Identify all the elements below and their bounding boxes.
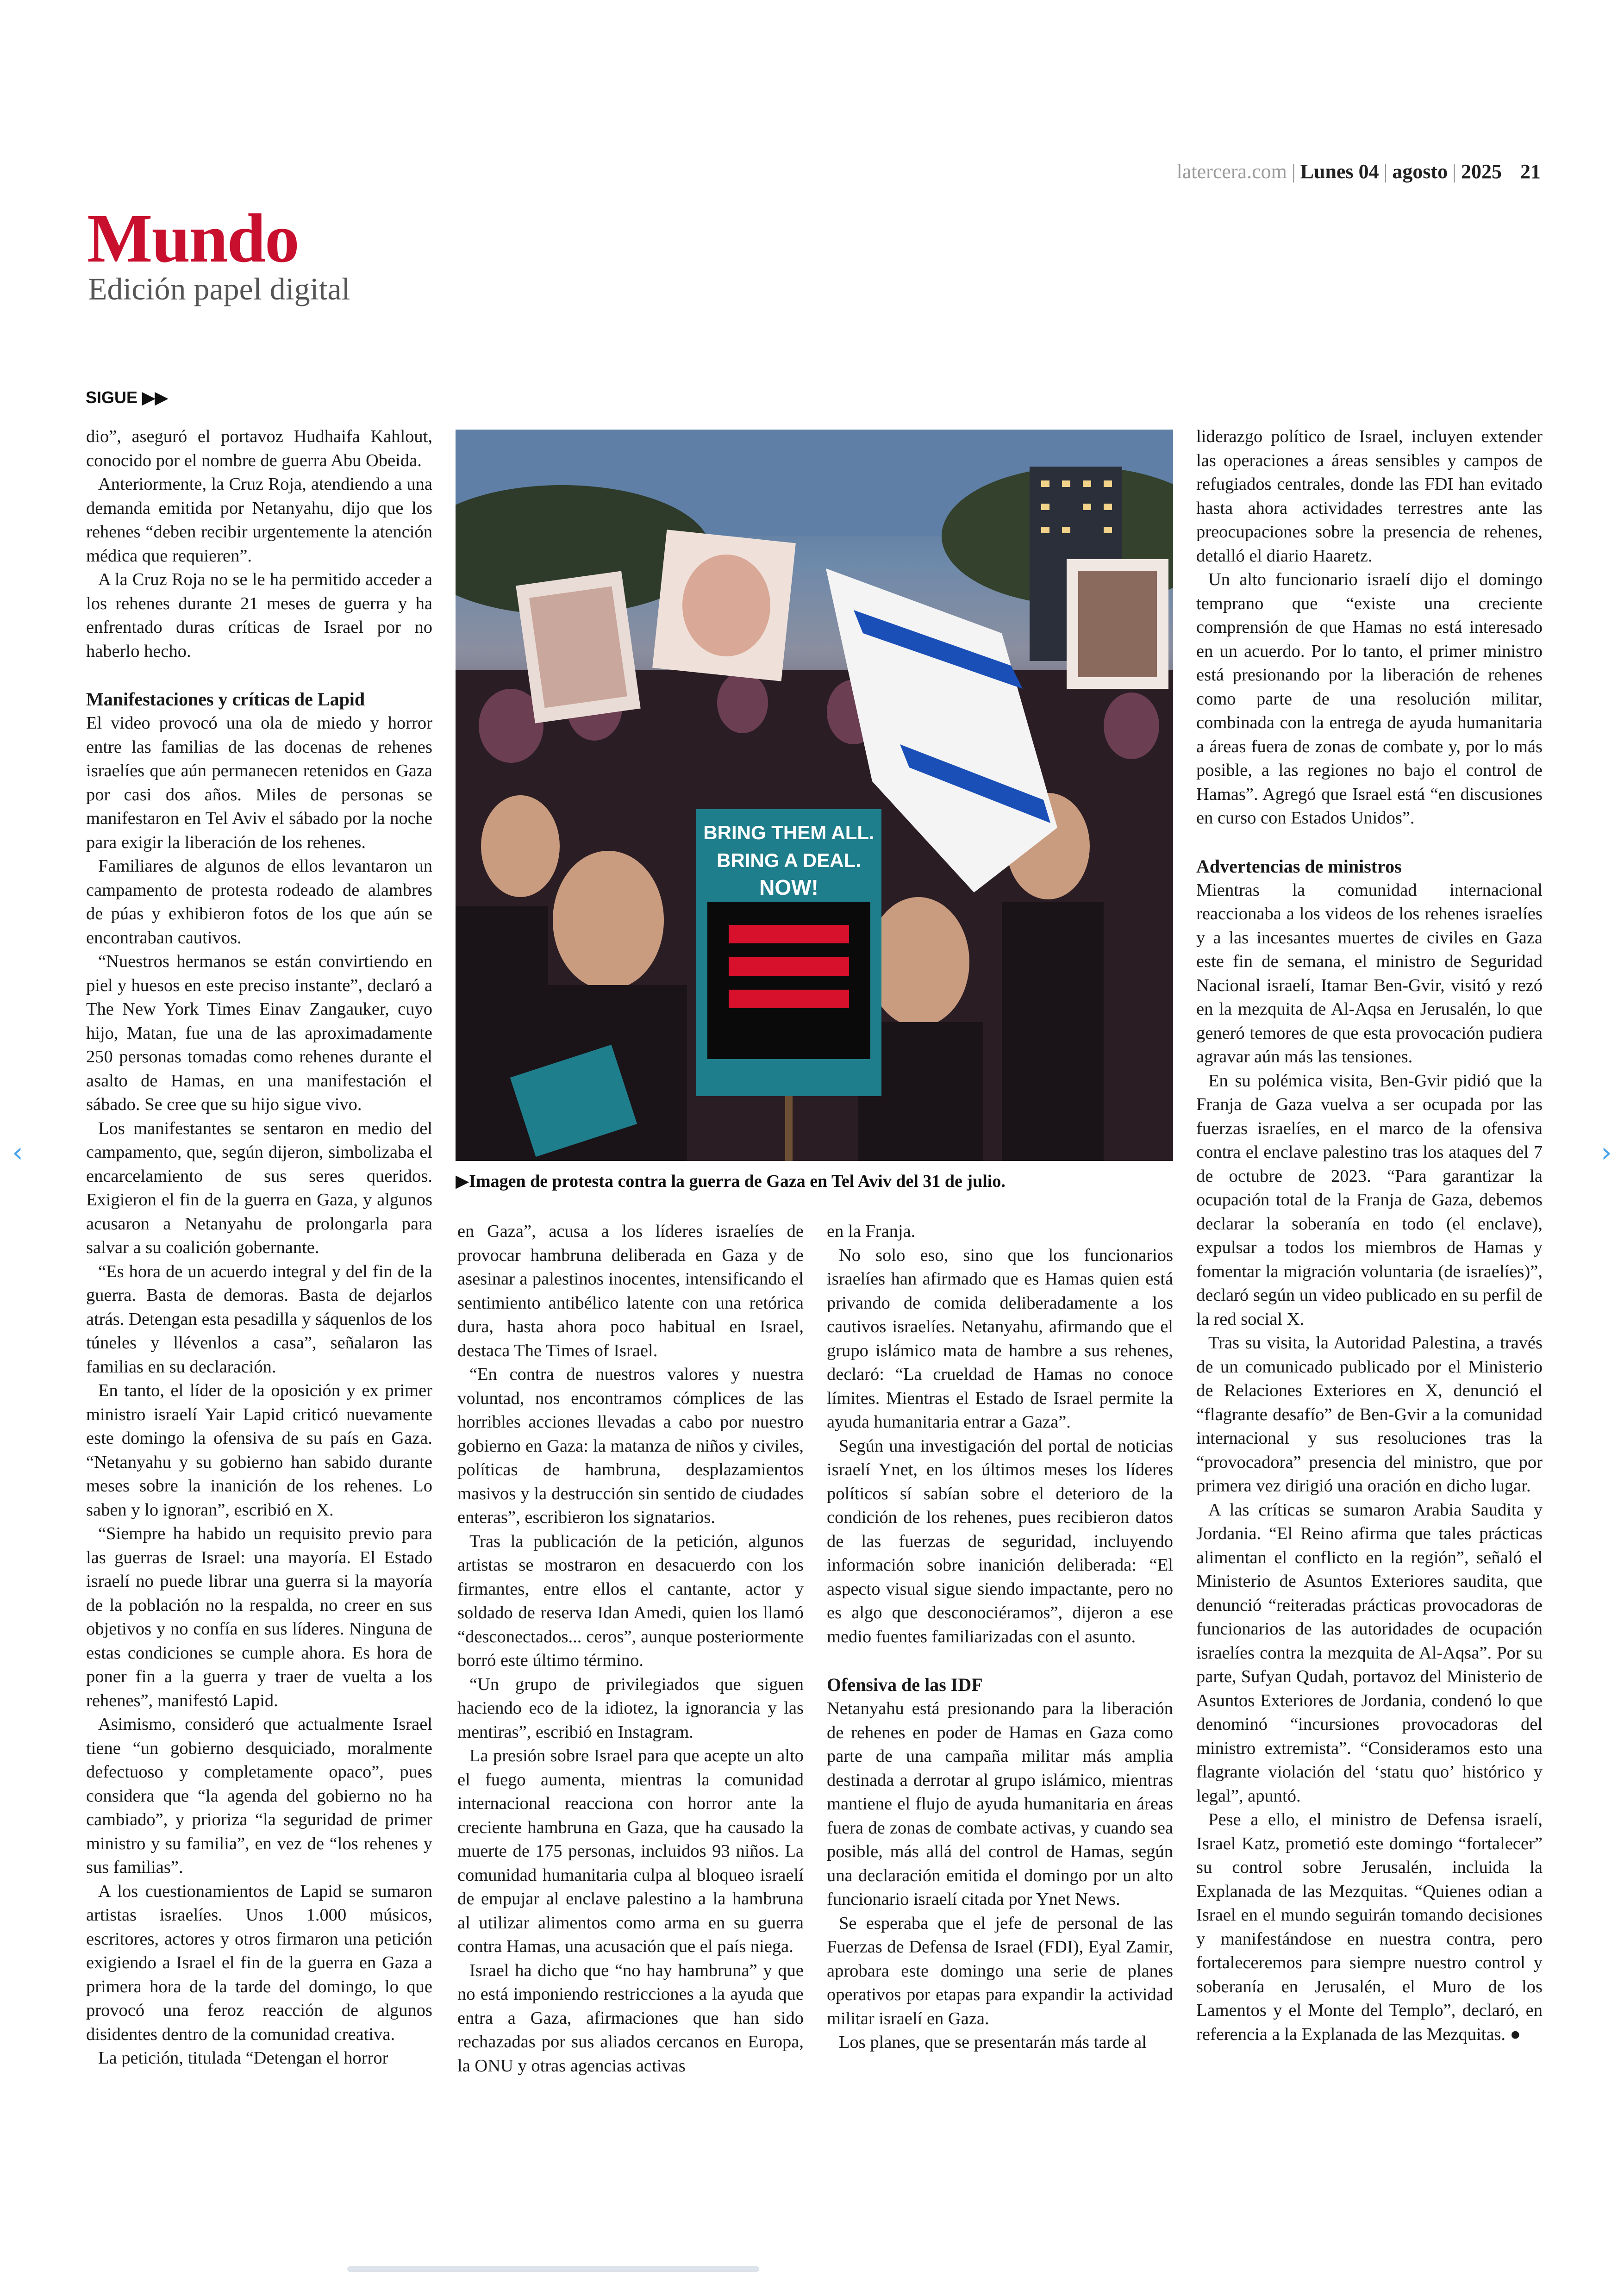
paragraph: No solo eso, sino que los funcionarios israelíes han afirmado que es Hamas quien está privando de comida deliberadamente a los cautivos israelíes. Netanyahu, afirmando que el grupo islámico mata de hambre a sus rehenes, declaró: “La crueldad de Hamas no conoce límites. Mientras el Estado de Israel permite la ayuda humanitaria entrar a Gaza”.	[827, 1245, 1173, 1432]
paragraph: “Un grupo de privilegiados que siguen haciendo eco de la idiotez, la ignorancia y las mentiras”, escribió en Instagram.	[457, 1674, 804, 1742]
paragraph: Tras la publicación de la petición, algunos artistas se mostraron en desacuerdo con los firmantes, entre ellos el cantante, actor y soldado de reserva Idan Amedi, quien los llamó “desconectados... ceros”, aunque posteriormente borró este último término.	[457, 1531, 804, 1670]
header-day: Lunes 04	[1300, 160, 1379, 183]
paragraph: La presión sobre Israel para que acepte un alto el fuego aumenta, mientras la comunidad internacional reacciona con horror ante la creciente hambruna en Gaza, que ha causado la muerte de 175 personas, incluidos 93 niños. La comunidad humanitaria culpa al bloqueo israelí de empujar al enclave palestino a la hambruna al utilizar alimentos como arma en su guerra contra Hamas, una acusación que el país niega.	[457, 1746, 804, 1956]
paragraph: Los manifestantes se sentaron en medio del campamento, que, según dijeron, simbolizaba el encarcelamiento de sus seres queridos. Exigieron el fin de la guerra en Gaza, y algunos acusaron a Netanyahu de prolongarla para salvar a su coalición gobernante.	[86, 1118, 432, 1257]
paragraph: Los planes, que se presentarán más tarde al	[839, 2033, 1147, 2052]
continued-label: SIGUE ▶▶	[86, 388, 168, 407]
paragraph: Netanyahu está presionando para la liberación de rehenes en poder de Hamas en Gaza como parte de una campaña militar más amplia destinada a derrotar al grupo islámico, mientras mantiene el flujo de ayuda humanitaria en áreas fuera de zonas de combate activas, y cuando sea posible, más allá del control de Hamas, según una declaración emitida el domingo por un alto funcionario israelí citada por Ynet News.	[827, 1699, 1173, 1909]
paragraph: A la Cruz Roja no se le ha permitido acceder a los rehenes durante 21 meses de guerra y ha enfrentado duras críticas de Israel por no haberlo hecho.	[86, 570, 432, 661]
section-title: Mundo	[87, 200, 299, 277]
protest-photo	[456, 430, 1173, 1161]
paragraph: A los cuestionamientos de Lapid se sumaron artistas israelíes. Unos 1.000 músicos, escritores, actores y otros firmaron una petición exigiendo a Israel el fin de la guerra en Gaza a primera hora de la tarde del domingo, lo que provocó una feroz reacción de algunos disidentes dentro de la comunidad creativa.	[86, 1881, 432, 2044]
caption-marker-icon: ▶	[456, 1172, 469, 1191]
header-year: 2025	[1461, 160, 1502, 183]
next-page-chevron-icon[interactable]: ›	[1601, 1136, 1612, 1169]
paragraph: A las críticas se sumaron Arabia Saudita y Jordania. “El Reino afirma que tales prácticas alimentan el conflicto en la región”, señaló el Ministerio de Asuntos Exteriores saudita, que denunció “reiteradas prácticas provocadoras de funcionarios de las autoridades de ocupación israelíes contra la mezquita de Al-Aqsa”. Por su parte, Sufyan Qudah, portavoz del Ministerio de Asuntos Exteriores de Jordania, condenó lo que denominó “incursiones provocadoras del ministro extremista”. “Consideramos esto una flagrante violación del ‘statu quo’ histórico y legal”, apuntó.	[1196, 1500, 1543, 1806]
photo-caption: ▶Imagen de protesta contra la guerra de Gaza en Tel Aviv del 31 de julio.	[456, 1172, 1006, 1191]
paragraph: “Nuestros hermanos se están convirtiendo en piel y huesos en este preciso instante”, declaró a The New York Times Einav Zangauker, cuyo hijo, Matan, fue una de las aproximadamente 250 personas tomadas como rehenes durante el asalto de Hamas, en una manifestación el sábado. Se cree que su hijo sigue vivo.	[86, 952, 432, 1114]
paragraph: Israel ha dicho que “no hay hambruna” y que no está imponiendo restricciones a la ayuda que entra a Gaza, afirmaciones que han sido rechazadas por sus aliados cercanos en Europa, la ONU y otras agencias activas	[457, 1960, 804, 2076]
page-number: 21	[1520, 160, 1541, 183]
article-column-3	[827, 1220, 1173, 2055]
paragraph: En tanto, el líder de la oposición y ex primer ministro israelí Yair Lapid criticó nuevamente este domingo la ofensiva de su país en Gaza. “Netanyahu y su gobierno han sabido durante meses sobre la inanición de los rehenes. Lo saben y lo ignoran”, escribió en X.	[86, 1381, 432, 1520]
article-column-2	[457, 1220, 804, 2078]
paragraph: Se esperaba que el jefe de personal de las Fuerzas de Defensa de Israel (FDI), Eyal Zamir, aprobara este domingo una serie de planes operativos por etapas para expandir la actividad militar israelí en Gaza.	[827, 1913, 1173, 2028]
section-subtitle: Edición papel digital	[88, 271, 350, 306]
site-name[interactable]: latercera.com	[1176, 160, 1287, 183]
article-column-4	[1196, 425, 1543, 2046]
article-column-1	[86, 425, 432, 2070]
paragraph: Mientras la comunidad internacional reaccionaba a los videos de los rehenes israelíes y a las incesantes muertes de civiles en Gaza este fin de semana, el ministro de Seguridad Nacional israelí, Itamar Ben-Gvir, visitó y rezó en la mezquita de Al-Aqsa en Jerusalén, lo que generó temores de que esta provocación pudiera agravar aún más las tensiones.	[1196, 880, 1543, 1066]
prev-page-chevron-icon[interactable]: ‹	[12, 1136, 23, 1169]
protest-photo-illustration	[456, 430, 1173, 1161]
paragraph: dio”, aseguró el portavoz Hudhaifa Kahlout, conocido por el nombre de guerra Abu Obeida.	[86, 427, 432, 470]
paragraph: Pese a ello, el ministro de Defensa israelí, Israel Katz, prometió este domingo “fortalecer” su control sobre Jerusalén, incluida la Explanada de las Mezquitas. “Quienes odian a Israel en el mundo seguirán tomando decisiones y manifestándose en nuestra contra, pero fortaleceremos para siempre nuestro control y soberanía en Jerusalén, el Muro de los Lamentos y el Monte del Templo”, declaró, en referencia a la Explanada de las Mezquitas. ●	[1196, 1810, 1543, 2044]
sign-line-1: BRING THEM ALL.	[703, 822, 874, 843]
paragraph: Asimismo, consideró que actualmente Israel tiene “un gobierno desquiciado, moralmente defectuoso y completamente opaco”, pues considera que “la agenda del gobierno no ha cambiado”, y prioriza “la seguridad de primer ministro y su familia”, en vez de “los rehenes y sus familias”.	[86, 1715, 432, 1877]
sign-line-3: NOW!	[759, 875, 818, 899]
paragraph: Familiares de algunos de ellos levantaron un campamento de protesta rodeado de alambres de púas y exhibieron fotos de los que aún se encontraban cautivos.	[86, 856, 432, 948]
paragraph: Tras su visita, la Autoridad Palestina, a través de un comunicado publicado por el Ministerio de Relaciones Exteriores en X, denunció el “flagrante desafío” de Ben-Gvir a la comunidad internacional y sus resoluciones tras la “provocadora” presencia del ministro, que por primera vez dirigió una oración en dicho lugar.	[1196, 1333, 1543, 1496]
paragraph: Según una investigación del portal de noticias israelí Ynet, en los últimos meses los líderes políticos sí sabían sobre el deterioro de la condición de los rehenes, pues recibieron datos de las fuerzas de seguridad, incluyendo información sobre inanición deliberada: “El aspecto visual sigue siendo impactante, pero no es algo que desconociéramos”, dijeron a ese medio fuentes familiarizadas con el asunto.	[827, 1436, 1173, 1646]
paragraph: En su polémica visita, Ben-Gvir pidió que la Franja de Gaza vuelva a ser ocupada por las fuerzas israelíes, en el marco de la ofensiva contra el enclave palestino tras los ataques del 7 de octubre de 2023. “Para garantizar la ocupación total de la Franja de Gaza, debemos declarar la soberanía en todo (el enclave), expulsar a todos los miembros de Hamas y fomentar la migración voluntaria (de israelíes)”, declaró según un video publicado en su perfil de la red social X.	[1196, 1071, 1543, 1329]
subheading-advertencias: Advertencias de ministros	[1196, 855, 1402, 877]
paragraph: liderazgo político de Israel, incluyen extender las operaciones a áreas sensibles y campos de refugiados centrales, donde las FDI han evitado hasta ahora actividades terrestres ante las preocupaciones sobre la presencia de rehenes, detalló el diario Haaretz.	[1196, 427, 1543, 566]
sign-line-2: BRING A DEAL.	[717, 849, 861, 871]
subheading-ofensiva: Ofensiva de las IDF	[827, 1674, 983, 1695]
paragraph: en Gaza”, acusa a los líderes israelíes de provocar hambruna deliberada en Gaza y de asesinar a palestinos inocentes, intensificando el sentimiento antibélico latente con una retórica dura, hasta ahora poco habitual en Israel, destaca The Times of Israel.	[457, 1222, 804, 1360]
paragraph: El video provocó una ola de miedo y horror entre las familias de las docenas de rehenes israelíes que aún permanecen retenidos en Gaza por casi dos años. Miles de personas se manifestaron en Tel Aviv el sábado por la noche para exigir la liberación de los rehenes.	[86, 713, 432, 852]
page-header: latercera.com | Lunes 04 | agosto | 2025 21	[1176, 160, 1541, 183]
paragraph: “En contra de nuestros valores y nuestra voluntad, nos encontramos cómplices de las horribles acciones llevadas a cabo por nuestro gobierno en Gaza: la matanza de niños y civiles, políticas de hambruna, desplazamientos masivos y la destrucción sin sentido de ciudades enteras”, escribieron los signatarios.	[457, 1365, 804, 1527]
paragraph: Un alto funcionario israelí dijo el domingo temprano que “existe una creciente comprensión de que Hamas no está interesado en un acuerdo. Por lo tanto, el primer ministro está presionando por la liberación de rehenes como parte de una resolución militar, combinada con la entrega de ayuda humanitaria a áreas fuera de zonas de combate y, por lo más posible, a las regiones no bajo el control de Hamas”. Agregó que Israel está “en discusiones en curso con Estados Unidos”.	[1196, 570, 1543, 828]
paragraph: La petición, titulada “Detengan el horror	[98, 2048, 388, 2068]
page-scrollbar[interactable]	[347, 2266, 759, 2272]
header-month: agosto	[1392, 160, 1448, 183]
subheading-manifestaciones: Manifestaciones y críticas de Lapid	[86, 689, 365, 710]
paragraph: “Es hora de un acuerdo integral y del fin de la guerra. Basta de demoras. Basta de dejarlos atrás. Detengan esta pesadilla y sáquenlos de los túneles y llévenlos a casa”, señalaron las familias en su declaración.	[86, 1261, 432, 1377]
paragraph: “Siempre ha habido un requisito previo para las guerras de Israel: una mayoría. El Estado israelí no puede librar una guerra si la mayoría de la población no la respalda, no creer en sus objetivos y no confía en sus líderes. Ninguna de estas condiciones se cumple ahora. Es hora de poner fin a la guerra y traer de vuelta a los rehenes”, manifestó Lapid.	[86, 1524, 432, 1710]
paragraph: Anteriormente, la Cruz Roja, atendiendo a una demanda emitida por Netanyahu, dijo que los rehenes “deben recibir urgentemente la atención médica que requieren”.	[86, 474, 432, 566]
paragraph: en la Franja.	[827, 1222, 916, 1241]
